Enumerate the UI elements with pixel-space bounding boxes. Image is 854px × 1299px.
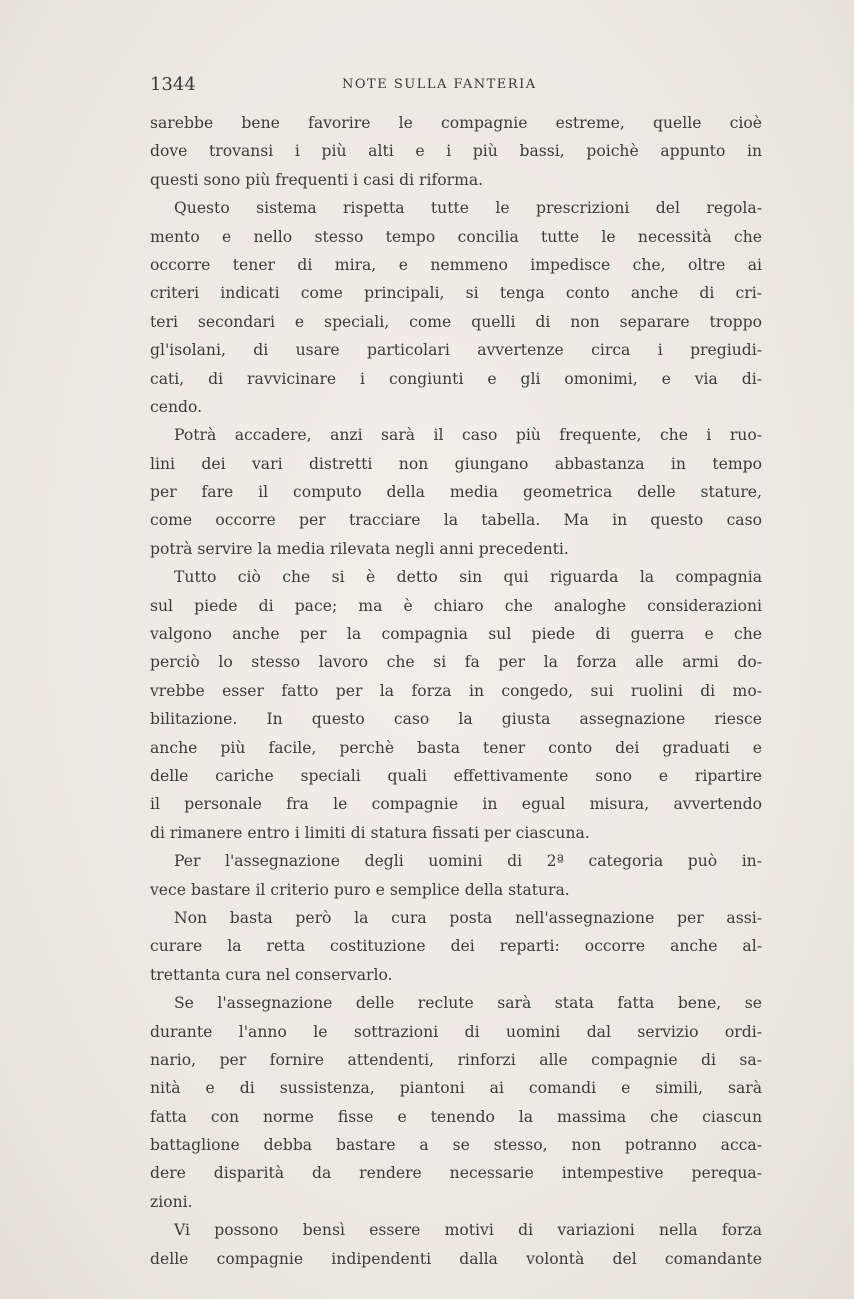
text-line: cendo. xyxy=(150,397,203,416)
text-line: questi sono più frequenti i casi di riforma. xyxy=(150,170,484,189)
text-line: Non basta però la cura posta nell'assegnazione per assi- xyxy=(174,908,762,927)
text-line: trettanta cura nel conservarlo. xyxy=(150,965,393,984)
text-line: nario, per fornire attendenti, rinforzi alle compagnie di sa- xyxy=(150,1050,762,1069)
text-line: durante l'anno le sottrazioni di uomini dal servizio ordi- xyxy=(150,1022,762,1041)
text-line: per fare il computo della media geometrica delle stature, xyxy=(150,483,762,502)
text-line: perciò lo stesso lavoro che si fa per la forza alle armi do- xyxy=(150,653,762,672)
text-line: delle compagnie indipendenti dalla volontà del comandante xyxy=(150,1249,762,1268)
text-line: sarebbe bene favorire le compagnie estreme, quelle cioè xyxy=(150,114,762,132)
body-text xyxy=(150,109,762,1273)
page-header xyxy=(150,74,760,100)
text-line: gl'isolani, di usare particolari avvertenze circa i pregiudi- xyxy=(150,341,762,360)
text-line: potrà servire la media rilevata negli anni precedenti. xyxy=(150,539,569,558)
text-line: cati, di ravvicinare i congiunti e gli omonimi, e via di- xyxy=(150,369,762,388)
text-line: vece bastare il criterio puro e semplice della statura. xyxy=(150,880,570,899)
text-line: come occorre per tracciare la tabella. Ma in questo caso xyxy=(150,511,762,530)
text-line: valgono anche per la compagnia sul piede di guerra e che xyxy=(150,625,762,644)
text-line: anche più facile, perchè basta tener conto dei graduati e xyxy=(150,738,762,757)
text-line: nità e di sussistenza, piantoni ai comandi e simili, sarà xyxy=(150,1079,762,1098)
text-line: sul piede di pace; ma è chiaro che analoghe considerazioni xyxy=(150,596,762,615)
text-line: di rimanere entro i limiti di statura fissati per ciascuna. xyxy=(150,823,590,842)
text-line: dere disparità da rendere necessarie intempestive perequa- xyxy=(150,1164,762,1183)
text-line: lini dei vari distretti non giungano abbastanza in tempo xyxy=(150,454,762,473)
text-line: zioni. xyxy=(150,1192,193,1211)
text-line: curare la retta costituzione dei reparti: occorre anche al- xyxy=(150,937,762,956)
text-line: bilitazione. In questo caso la giusta assegnazione riesce xyxy=(150,710,762,729)
text-line: criteri indicati come principali, si tenga conto anche di cri- xyxy=(150,284,762,303)
text-line: vrebbe esser fatto per la forza in congedo, sui ruolini di mo- xyxy=(150,681,762,700)
text-line: Per l'assegnazione degli uomini di 2ª categoria può in- xyxy=(174,852,762,871)
text-line: Vi possono bensì essere motivi di variazioni nella forza xyxy=(174,1221,762,1240)
text-line: dove trovansi i più alti e i più bassi, poichè appunto in xyxy=(150,142,762,161)
text-line: battaglione debba bastare a se stesso, non potranno acca- xyxy=(150,1136,762,1155)
text-line: il personale fra le compagnie in egual misura, avvertendo xyxy=(150,795,762,814)
text-line: mento e nello stesso tempo concilia tutte le necessità che xyxy=(150,227,762,246)
text-line: occorre tener di mira, e nemmeno impedisce che, oltre ai xyxy=(150,255,762,274)
text-line: teri secondari e speciali, come quelli di non separare troppo xyxy=(150,312,762,331)
text-line: delle cariche speciali quali effettivamente sono e ripartire xyxy=(150,766,762,785)
page-number: 1344 xyxy=(150,74,196,95)
text-line: Tutto ciò che si è detto sin qui riguarda la compagnia xyxy=(174,568,762,587)
text-line: Potrà accadere, anzi sarà il caso più frequente, che i ruo- xyxy=(174,426,762,445)
running-title: NOTE SULLA FANTERIA xyxy=(342,77,537,92)
text-line: Questo sistema rispetta tutte le prescrizioni del regola- xyxy=(174,199,762,218)
text-line: fatta con norme fisse e tenendo la massima che ciascun xyxy=(150,1107,762,1126)
text-line: Se l'assegnazione delle reclute sarà stata fatta bene, se xyxy=(174,994,762,1013)
